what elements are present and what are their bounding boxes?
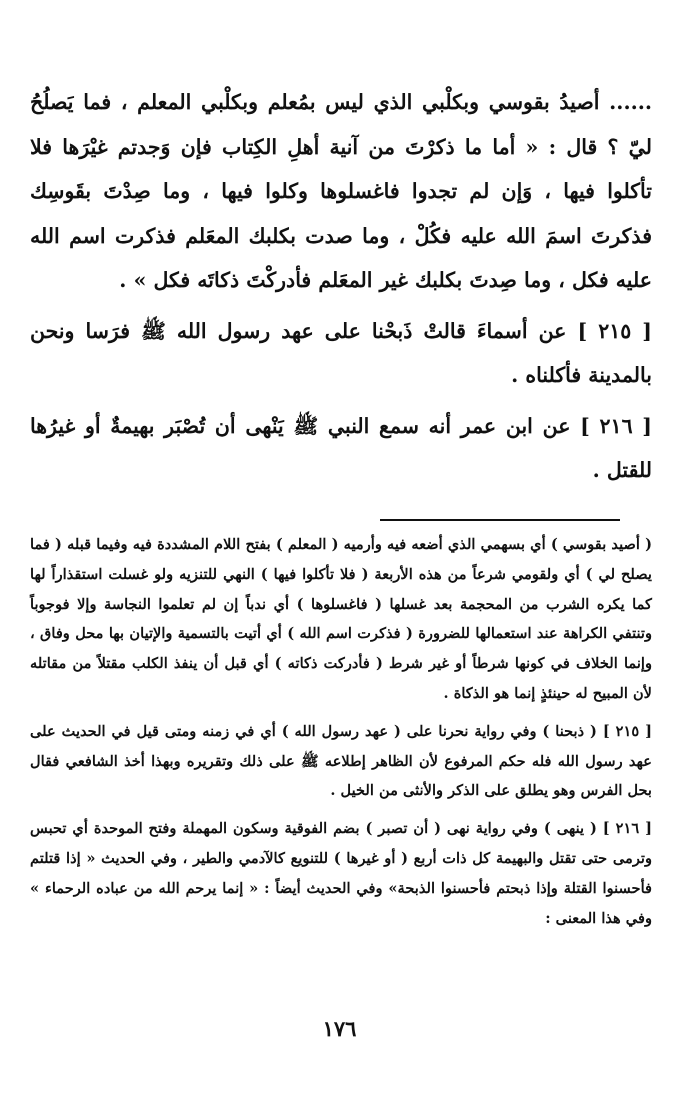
hadith-216: [ ٢١٦ ] عن ابن عمر أنه سمع النبي ﷺ يَنْهى أن تُصْبَر بهيمةٌ أو غيرُها للقتل .: [30, 413, 652, 482]
commentary-216: [ ٢١٦ ] ( ينهى ) وفي رواية نهى ( أن تصبر ) بضم الفوقية وسكون المهملة وفتح الموحدة أي تحبس وترمى حتى تقتل والبهيمة كل ذات أربع ( أو غيرها ) للتنويع كالآدمي والطير ، وفي الحديث « إذا قتلتم فأحسنوا القتلة وإذا ذبحتم فأحسنوا الذبحة» وفي الحديث أيضاً : « إنما يرحم الله من عباده الرحماء » وفي هذا المعنى :: [30, 820, 652, 927]
hadith-214-continuation: ...... أصيدُ بقوسي وبكلْبي الذي ليس بمُعلم وبكلْبي المعلم ، فما يَصلُحُ ليّ ؟ قال : « أما ما ذكرْتَ من آنية أهلِ الكِتاب فإن وَجدتم غيْرَها فلا تأكلوا فيها ، وَإن لم تجدوا فاغسلوها وكلوا فيها ، وما صِدْتَ بقَوسِك فذكرتَ اسمَ الله عليه فكُلْ ، وما صدت بكلبك المعَلم فذكرت اسم الله عليه فكل ، وما صِدتَ بكلبك غير المعَلم فأدركْتَ ذكاتَه فكل » .: [30, 90, 652, 292]
main-text-block: [30, 80, 652, 493]
page-number: ١٧٦: [322, 1016, 357, 1041]
hadith-215: [ ٢١٥ ] عن أسماءَ قالتْ ذَبحْنا على عهد رسول الله ﷺ فرَسا ونحن بالمدينة فأكلناه .: [30, 318, 652, 387]
commentary-block: [30, 530, 652, 933]
commentary-215: [ ٢١٥ ] ( ذبحنا ) وفي رواية نحرنا على ( عهد رسول الله ) أي في زمنه ومتى قيل في الحديث على عهد رسول الله فله حكم المرفوع لأن الظاهر إطلاعه ﷺ على ذلك وتقريره وبهذا أخذ الشافعي فقال بحل الفرس وهو يطلق على الذكر والأنثى من الخيل .: [30, 722, 652, 800]
footnote-separator: [380, 519, 620, 521]
commentary-214: ( أصيد بقوسي ) أي بسهمي الذي أضعه فيه وأرميه ( المعلم ) بفتح اللام المشددة فيه وفيما قبله ( فما يصلح لي ) أي ولقومي شرعاً من هذه الأربعة ( فلا تأكلوا فيها ) النهي للتنزيه ولو غسلت استقذاراً لها كما يكره الشرب من المحجمة بعد غسلها ( فاغسلوها ) أي ندباً إن لم تعلموا النجاسة وإلا فوجوباً وتنتفي الكراهة عند استعمالها للضرورة ( فذكرت اسم الله ) أي أتيت بالتسمية والإتيان بها محل وفاق ، وإنما الخلاف في كونها شرطاً أو غير شرط ( فأدركت ذكاته ) أي قبل أن ينفذ الكلب مقتلاً من مقاتله لأن المبيح له حينئذٍ إنما هو الذكاة .: [30, 536, 652, 702]
